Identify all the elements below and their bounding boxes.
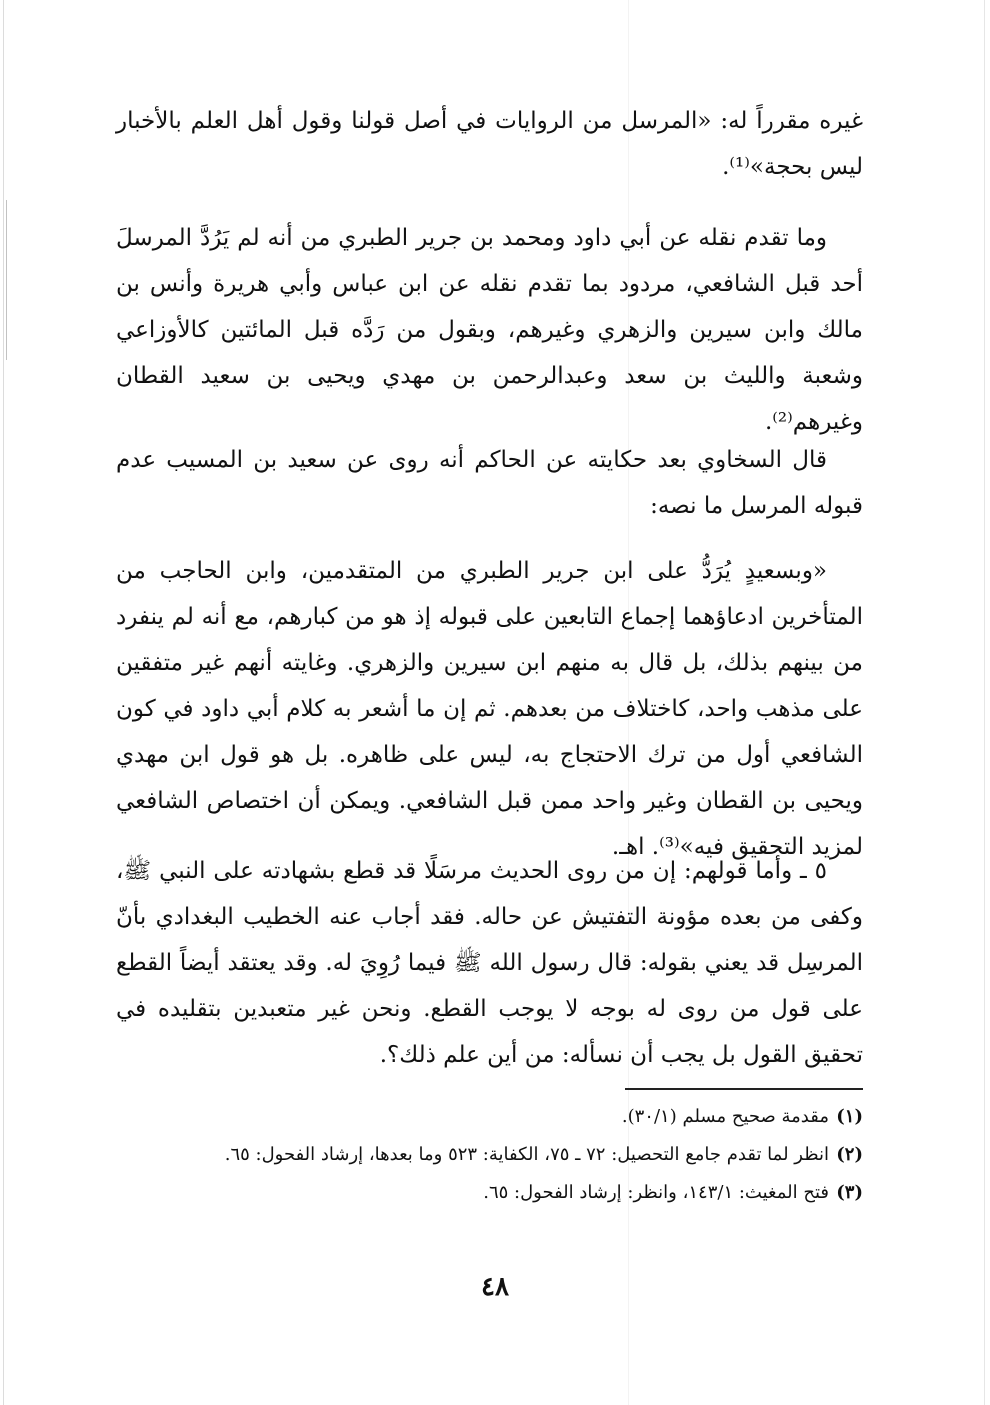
- footnote-separator: [625, 1088, 863, 1090]
- footnote-text: انظر لما تقدم جامع التحصيل: ٧٢ ـ ٧٥، الكفاية: ٥٢٣ وما بعدها، إرشاد الفحول: ٦٥.: [224, 1144, 829, 1165]
- page-number: ٤٨: [481, 1272, 509, 1302]
- paragraph-1: [116, 98, 863, 190]
- footnote-text: فتح المغيث: ١٤٣/١، وانظر: إرشاد الفحول: ٦٥.: [483, 1182, 829, 1203]
- paragraph-text: وما تقدم نقله عن أبي داود ومحمد بن جرير الطبري من أنه لم يَرُدَّ المرسلَ أحد قبل الشافعي، مردود بما تقدم نقله عن ابن عباس وأبي هريرة وأنس بن مالك وابن سيرين والزهري وغيرهم، وبقول من رَدَّه قبل المائتين كالأوزاعي وشعبة والليث بن سعد وعبدالرحمن بن مهدي ويحيى بن سعيد القطان وغيرهم⁽²⁾.: [116, 225, 863, 435]
- scan-edge-line: [6, 200, 7, 360]
- paragraph-text: ٥ ـ وأما قولهم: إن من روى الحديث مرسَلًا قد قطع بشهادته على النبي ﷺ، وكفى من بعده مؤونة التفتيش عن حاله. فقد أجاب عنه الخطيب البغدادي بأنّ المرسِل قد يعني بقوله: قال رسول الله ﷺ فيما رُوِيَ له. وقد يعتقد أيضاً القطع على قول من روى له بوجه لا يوجب القطع. ونحن غير متعبدين بتقليده في تحقيق القول بل يجب أن نسأله: من أين علم ذلك؟.: [116, 858, 863, 1068]
- footnote-number: (١): [836, 1106, 863, 1127]
- footnote-number: (٣): [836, 1182, 863, 1203]
- footnote-number: (٢): [836, 1144, 863, 1165]
- paragraph-5: [116, 848, 863, 1078]
- paragraph-2: [116, 215, 863, 445]
- footnote-1: [116, 1100, 863, 1134]
- footnote-2: [116, 1138, 863, 1172]
- quote-paragraph: [116, 548, 863, 870]
- paragraph-3: [116, 437, 863, 529]
- scan-edge-line: [984, 0, 985, 1405]
- footnotes: [116, 1100, 863, 1214]
- paragraph-text: «وبسعيدٍ يُرَدُّ على ابن جرير الطبري من المتقدمين، وابن الحاجب من المتأخرين ادعاؤهما إجماع التابعين على قبوله إذ هو من كبارهم، مع أنه لم ينفرد من بينهم بذلك، بل قال به منهم ابن سيرين والزهري. وغايته أنهم غير متفقين على مذهب واحد، كاختلاف من بعدهم. ثم إن ما أشعر به كلام أبي داود في كون الشافعي أول من ترك الاحتجاج به، ليس على ظاهره. بل هو قول ابن مهدي ويحيى بن القطان وغير واحد ممن قبل الشافعي. ويمكن أن اختصاص الشافعي لمزيد التحقيق فيه»⁽³⁾. اهـ.: [116, 558, 863, 860]
- paragraph-text: قال السخاوي بعد حكايته عن الحاكم أنه روى عن سعيد بن المسيب عدم قبوله المرسل ما نصه:: [116, 447, 863, 519]
- footnote-text: مقدمة صحيح مسلم (٣٠/١).: [621, 1106, 829, 1127]
- scan-edge-line: [3, 0, 4, 1405]
- footnote-3: [116, 1176, 863, 1210]
- paragraph-text: غيره مقرراً له: «المرسل من الروايات في أصل قولنا وقول أهل العلم بالأخبار ليس بحجة»⁽¹⁾.: [116, 108, 863, 180]
